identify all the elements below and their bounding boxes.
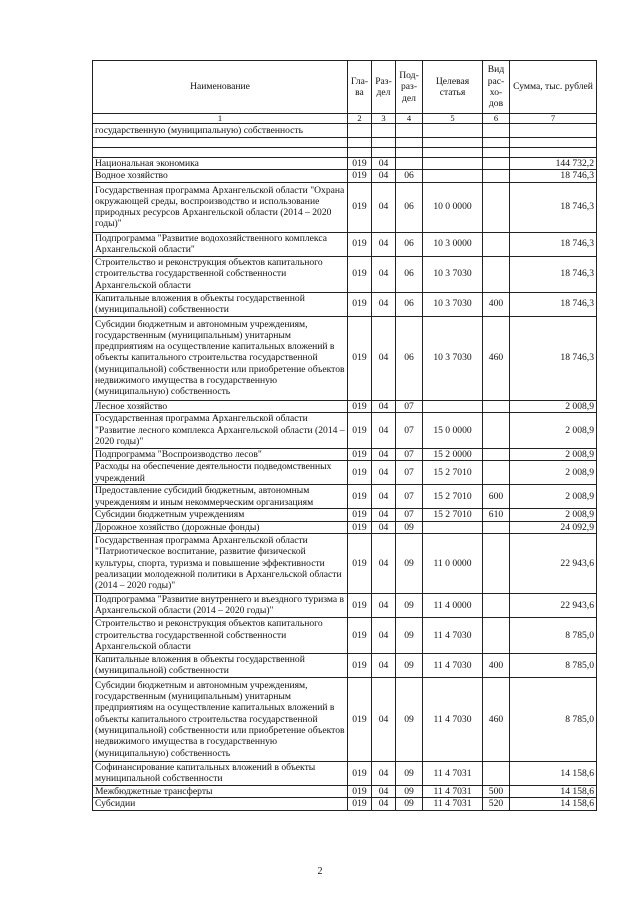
table-row: [93, 509, 597, 521]
row-chapter: 019: [348, 158, 372, 170]
row-expense-type: [483, 593, 510, 617]
row-expense-type: [483, 521, 510, 533]
row-target: [423, 521, 483, 533]
row-name: Субсидии бюджетным и автономным учреждениям, государственным (муниципальным) унитарным предприятиям на осуществление капитальных вложений в объекты капитального строительства государственной (муниципальной) собственности или приобретение объектов недвижимого имущества в государственную (муниципальную) собственность: [93, 316, 348, 400]
row-name: Расходы на обеспечение деятельности подведомственных учреждений: [93, 461, 348, 485]
table-row: [93, 138, 597, 148]
row-name: Государственная программа Архангельской области "Охрана окружающей среды, воспроизводство и использование природных ресурсов Архангельской области (2014 – 2020 годы)": [93, 182, 348, 232]
column-number: 7: [510, 114, 597, 124]
row-name: Межбюджетные трансферты: [93, 785, 348, 797]
row-sum: 2 008,9: [510, 412, 597, 448]
row-expense-type: [483, 448, 510, 460]
row-name: Софинансирование капитальных вложений в объекты муниципальной собственности: [93, 761, 348, 785]
row-name: Субсидии: [93, 798, 348, 810]
row-name: [93, 148, 348, 158]
row-subsection: 06: [396, 232, 423, 256]
row-section: 04: [372, 412, 396, 448]
row-expense-type: 610: [483, 509, 510, 521]
row-section: 04: [372, 158, 396, 170]
row-chapter: [348, 148, 372, 158]
column-number: 5: [423, 114, 483, 124]
table-row: [93, 316, 597, 400]
row-name: Строительство и реконструкция объектов капитального строительства государственной собственности Архангельской области: [93, 617, 348, 653]
table-row: [93, 256, 597, 292]
row-target: 11 4 7030: [423, 677, 483, 761]
row-target: 15 2 7010: [423, 509, 483, 521]
row-subsection: 06: [396, 182, 423, 232]
row-target: 15 2 7010: [423, 461, 483, 485]
row-expense-type: 520: [483, 798, 510, 810]
row-sum: 24 092,9: [510, 521, 597, 533]
row-sum: 8 785,0: [510, 617, 597, 653]
row-target: 15 0 0000: [423, 412, 483, 448]
table-row: [93, 158, 597, 170]
row-target: 11 4 7030: [423, 617, 483, 653]
row-section: 04: [372, 798, 396, 810]
row-subsection: 09: [396, 533, 423, 593]
row-subsection: 06: [396, 256, 423, 292]
table-row: [93, 412, 597, 448]
row-sum: 2 008,9: [510, 400, 597, 412]
row-chapter: 019: [348, 653, 372, 677]
row-section: 04: [372, 521, 396, 533]
row-expense-type: [483, 533, 510, 593]
row-sum: 22 943,6: [510, 593, 597, 617]
row-sum: 18 746,3: [510, 256, 597, 292]
row-target: [423, 170, 483, 182]
row-subsection: 07: [396, 509, 423, 521]
row-section: 04: [372, 593, 396, 617]
row-subsection: [396, 158, 423, 170]
row-subsection: [396, 138, 423, 148]
row-chapter: [348, 124, 372, 138]
row-subsection: 09: [396, 798, 423, 810]
table-row: [93, 485, 597, 509]
row-expense-type: 400: [483, 292, 510, 316]
row-target: 11 4 0000: [423, 593, 483, 617]
row-name: государственную (муниципальную) собственность: [93, 124, 348, 138]
table-row: [93, 232, 597, 256]
row-subsection: [396, 124, 423, 138]
row-subsection: 09: [396, 761, 423, 785]
row-subsection: 09: [396, 785, 423, 797]
budget-table: [92, 60, 597, 811]
row-chapter: 019: [348, 521, 372, 533]
table-row: [93, 400, 597, 412]
row-sum: 18 746,3: [510, 292, 597, 316]
header-subsection: Под-раз-дел: [396, 61, 423, 114]
row-name: Подпрограмма "Развитие водохозяйственного комплекса Архангельской области": [93, 232, 348, 256]
row-subsection: 06: [396, 170, 423, 182]
row-sum: 14 158,6: [510, 761, 597, 785]
row-name: Водное хозяйство: [93, 170, 348, 182]
row-section: 04: [372, 448, 396, 460]
row-chapter: 019: [348, 785, 372, 797]
row-sum: 2 008,9: [510, 509, 597, 521]
row-section: 04: [372, 292, 396, 316]
table-row: [93, 124, 597, 138]
table-row: [93, 617, 597, 653]
column-number: 4: [396, 114, 423, 124]
header-target: Целевая статья: [423, 61, 483, 114]
row-name: Строительство и реконструкция объектов капитального строительства государственной собственности Архангельской области: [93, 256, 348, 292]
row-expense-type: [483, 124, 510, 138]
row-sum: 2 008,9: [510, 461, 597, 485]
row-subsection: 07: [396, 400, 423, 412]
header-section: Раз-дел: [372, 61, 396, 114]
row-target: 15 2 7010: [423, 485, 483, 509]
row-section: 04: [372, 617, 396, 653]
row-target: [423, 400, 483, 412]
row-section: 04: [372, 653, 396, 677]
row-sum: 8 785,0: [510, 653, 597, 677]
row-name: Государственная программа Архангельской области "Развитие лесного комплекса Архангельской области (2014 – 2020 годы)": [93, 412, 348, 448]
row-subsection: 07: [396, 485, 423, 509]
row-target: 10 3 0000: [423, 232, 483, 256]
row-expense-type: 460: [483, 677, 510, 761]
row-section: 04: [372, 232, 396, 256]
header-chapter: Гла-ва: [348, 61, 372, 114]
table-row: [93, 182, 597, 232]
header-row: [93, 61, 597, 114]
column-number-row: [93, 114, 597, 124]
row-section: 04: [372, 761, 396, 785]
row-chapter: 019: [348, 256, 372, 292]
row-subsection: [396, 148, 423, 158]
row-expense-type: [483, 232, 510, 256]
row-sum: 14 158,6: [510, 798, 597, 810]
row-section: 04: [372, 785, 396, 797]
row-name: Капитальные вложения в объекты государственной (муниципальной) собственности: [93, 653, 348, 677]
row-subsection: 09: [396, 617, 423, 653]
row-target: [423, 148, 483, 158]
row-chapter: 019: [348, 292, 372, 316]
table-body: [93, 124, 597, 811]
row-sum: [510, 138, 597, 148]
table-row: [93, 593, 597, 617]
row-expense-type: [483, 761, 510, 785]
row-target: 10 3 7030: [423, 256, 483, 292]
row-sum: [510, 124, 597, 138]
table-row: [93, 785, 597, 797]
row-chapter: 019: [348, 448, 372, 460]
row-sum: 22 943,6: [510, 533, 597, 593]
row-subsection: 09: [396, 677, 423, 761]
row-expense-type: [483, 461, 510, 485]
header-sum: Сумма, тыс. рублей: [510, 61, 597, 114]
table-row: [93, 653, 597, 677]
row-name: Национальная экономика: [93, 158, 348, 170]
row-name: [93, 138, 348, 148]
row-section: 04: [372, 509, 396, 521]
row-chapter: 019: [348, 232, 372, 256]
row-target: 11 4 7031: [423, 798, 483, 810]
row-subsection: 07: [396, 461, 423, 485]
row-sum: 2 008,9: [510, 448, 597, 460]
row-expense-type: [483, 182, 510, 232]
table-row: [93, 761, 597, 785]
row-section: 04: [372, 256, 396, 292]
table-row: [93, 170, 597, 182]
row-section: 04: [372, 677, 396, 761]
row-chapter: 019: [348, 617, 372, 653]
row-chapter: 019: [348, 798, 372, 810]
column-number: 1: [93, 114, 348, 124]
row-name: Подпрограмма "Воспроизводство лесов": [93, 448, 348, 460]
row-target: 11 4 7031: [423, 761, 483, 785]
table-row: [93, 521, 597, 533]
row-expense-type: 400: [483, 653, 510, 677]
table-row: [93, 461, 597, 485]
row-section: 04: [372, 533, 396, 593]
row-chapter: 019: [348, 593, 372, 617]
row-subsection: 09: [396, 593, 423, 617]
row-subsection: 07: [396, 412, 423, 448]
row-chapter: 019: [348, 412, 372, 448]
row-section: 04: [372, 182, 396, 232]
row-chapter: 019: [348, 400, 372, 412]
row-expense-type: [483, 412, 510, 448]
row-sum: 18 746,3: [510, 316, 597, 400]
row-target: 15 2 0000: [423, 448, 483, 460]
row-target: [423, 124, 483, 138]
row-section: 04: [372, 316, 396, 400]
row-target: 10 3 7030: [423, 292, 483, 316]
row-subsection: 09: [396, 653, 423, 677]
row-expense-type: [483, 256, 510, 292]
table-row: [93, 292, 597, 316]
row-subsection: 06: [396, 292, 423, 316]
page-number: 2: [317, 866, 323, 877]
row-section: 04: [372, 170, 396, 182]
row-name: Дорожное хозяйство (дорожные фонды): [93, 521, 348, 533]
row-sum: 144 732,2: [510, 158, 597, 170]
row-sum: 8 785,0: [510, 677, 597, 761]
header-name: Наименование: [93, 61, 348, 114]
row-target: [423, 138, 483, 148]
row-target: 11 0 0000: [423, 533, 483, 593]
row-name: Предоставление субсидий бюджетным, автономным учреждениям и иным некоммерческим организациям: [93, 485, 348, 509]
row-name: Капитальные вложения в объекты государственной (муниципальной) собственности: [93, 292, 348, 316]
row-chapter: 019: [348, 182, 372, 232]
table-row: [93, 798, 597, 810]
row-chapter: 019: [348, 485, 372, 509]
row-expense-type: [483, 170, 510, 182]
row-expense-type: 500: [483, 785, 510, 797]
row-section: 04: [372, 485, 396, 509]
row-name: Субсидии бюджетным учреждениям: [93, 509, 348, 521]
row-sum: 2 008,9: [510, 485, 597, 509]
column-number: 3: [372, 114, 396, 124]
row-sum: 18 746,3: [510, 232, 597, 256]
row-sum: 18 746,3: [510, 170, 597, 182]
row-section: [372, 148, 396, 158]
row-name: Лесное хозяйство: [93, 400, 348, 412]
row-name: Подпрограмма "Развитие внутреннего и въездного туризма в Архангельской области (2014 – 2020 годы)": [93, 593, 348, 617]
row-chapter: 019: [348, 677, 372, 761]
header-expense-type: Вид рас-хо-дов: [483, 61, 510, 114]
row-chapter: 019: [348, 509, 372, 521]
row-expense-type: [483, 400, 510, 412]
row-target: 11 4 7030: [423, 653, 483, 677]
row-chapter: 019: [348, 461, 372, 485]
row-sum: [510, 148, 597, 158]
row-target: 11 4 7031: [423, 785, 483, 797]
row-chapter: 019: [348, 316, 372, 400]
row-name: Субсидии бюджетным и автономным учреждениям, государственным (муниципальным) унитарным предприятиям на осуществление капитальных вложений в объекты капитального строительства государственной (муниципальной) собственности или приобретение объектов недвижимого имущества в государственную (муниципальную) собственность: [93, 677, 348, 761]
row-expense-type: 600: [483, 485, 510, 509]
row-expense-type: 460: [483, 316, 510, 400]
row-target: 10 3 7030: [423, 316, 483, 400]
column-number: 2: [348, 114, 372, 124]
row-section: 04: [372, 461, 396, 485]
table-row: [93, 677, 597, 761]
row-chapter: 019: [348, 170, 372, 182]
table-row: [93, 533, 597, 593]
row-target: 10 0 0000: [423, 182, 483, 232]
column-number: 6: [483, 114, 510, 124]
row-target: [423, 158, 483, 170]
table-row: [93, 148, 597, 158]
row-subsection: 06: [396, 316, 423, 400]
row-expense-type: [483, 158, 510, 170]
row-expense-type: [483, 617, 510, 653]
row-chapter: [348, 138, 372, 148]
row-expense-type: [483, 148, 510, 158]
row-section: [372, 124, 396, 138]
row-subsection: 07: [396, 448, 423, 460]
row-subsection: 09: [396, 521, 423, 533]
row-section: 04: [372, 400, 396, 412]
row-expense-type: [483, 138, 510, 148]
row-chapter: 019: [348, 761, 372, 785]
row-chapter: 019: [348, 533, 372, 593]
row-sum: 18 746,3: [510, 182, 597, 232]
row-sum: 14 158,6: [510, 785, 597, 797]
row-section: [372, 138, 396, 148]
row-name: Государственная программа Архангельской области "Патриотическое воспитание, развитие физической культуры, спорта, туризма и повышение эффективности реализации молодежной политики в Архангельской области (2014 – 2020 годы)": [93, 533, 348, 593]
table-row: [93, 448, 597, 460]
